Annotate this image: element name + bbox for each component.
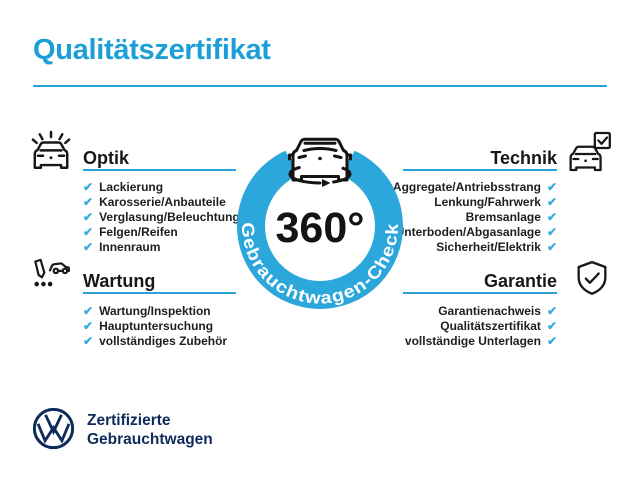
degree-label: 360°	[275, 204, 365, 252]
item-label: Innenraum	[99, 239, 161, 254]
item-label: Qualitätszertifikat	[440, 318, 541, 333]
section-rule-garantie	[403, 292, 557, 294]
check-icon: ✔	[546, 318, 557, 333]
ring-label: Gebrauchtwagen-Check	[237, 221, 403, 308]
car-rotation-icon	[290, 139, 351, 187]
item-label: Unterboden/Abgasanlage	[395, 224, 541, 239]
check-icon: ✔	[83, 318, 94, 333]
check-icon: ✔	[546, 333, 557, 348]
item-label: Lenkung/Fahrwerk	[434, 194, 541, 209]
checklist-item	[83, 303, 227, 318]
section-title-wartung: Wartung	[83, 271, 156, 291]
page-title: Qualitätszertifikat	[33, 34, 271, 66]
car-checkbox-icon	[568, 129, 612, 174]
checklist-item	[83, 209, 240, 224]
optik-checklist	[83, 179, 240, 254]
item-label: Hauptuntersuchung	[99, 318, 214, 333]
section-rule-wartung	[83, 292, 236, 294]
checklist-item	[405, 318, 557, 333]
item-label: Lackierung	[99, 179, 164, 194]
check-icon: ✔	[546, 303, 557, 318]
check-icon: ✔	[83, 179, 94, 194]
footer-brand-text	[87, 411, 213, 449]
item-label: Karosserie/Anbauteile	[99, 194, 226, 209]
section-title-optik: Optik	[83, 148, 130, 168]
wartung-checklist	[83, 303, 227, 348]
checklist-item	[83, 224, 240, 239]
item-label: Bremsanlage	[465, 209, 541, 224]
item-label: Wartung/Inspektion	[99, 303, 211, 318]
checklist-item	[83, 194, 240, 209]
check-icon: ✔	[83, 239, 94, 254]
item-label: vollständige Unterlagen	[404, 333, 541, 348]
check-icon: ✔	[546, 239, 557, 254]
check-icon: ✔	[546, 209, 557, 224]
item-label: vollständiges Zubehör	[99, 333, 228, 348]
checklist-item	[83, 333, 227, 348]
garantie-checklist	[405, 303, 557, 348]
check-icon: ✔	[83, 194, 94, 209]
check-icon: ✔	[83, 333, 94, 348]
car-shine-icon	[30, 129, 72, 174]
checklist-item	[405, 303, 557, 318]
check-icon: ✔	[83, 224, 94, 239]
item-label: Garantienachweis	[438, 303, 541, 318]
center-360-badge	[220, 118, 420, 318]
check-icon: ✔	[83, 209, 94, 224]
footer-line1: Zertifizierte	[87, 412, 171, 429]
item-label: Sicherheit/Elektrik	[436, 239, 541, 254]
section-rule-technik	[403, 169, 557, 171]
check-icon: ✔	[546, 194, 557, 209]
checklist-item	[83, 179, 240, 194]
check-icon: ✔	[546, 179, 557, 194]
shield-check-icon	[576, 260, 608, 298]
item-label: Aggregate/Antriebsstrang	[392, 179, 541, 194]
check-icon: ✔	[546, 224, 557, 239]
section-title-garantie: Garantie	[483, 271, 557, 291]
footer-line2: Gebrauchtwagen	[87, 431, 213, 448]
checklist-item	[83, 239, 240, 254]
item-label: Verglasung/Beleuchtung	[99, 209, 240, 224]
service-note-icon	[28, 257, 72, 291]
check-icon: ✔	[83, 303, 94, 318]
item-label: Felgen/Reifen	[99, 224, 178, 239]
vw-logo-icon	[31, 406, 76, 451]
title-divider	[33, 85, 607, 87]
section-rule-optik	[83, 169, 236, 171]
checklist-item	[83, 318, 227, 333]
checklist-item	[405, 333, 557, 348]
section-title-technik: Technik	[490, 148, 557, 168]
